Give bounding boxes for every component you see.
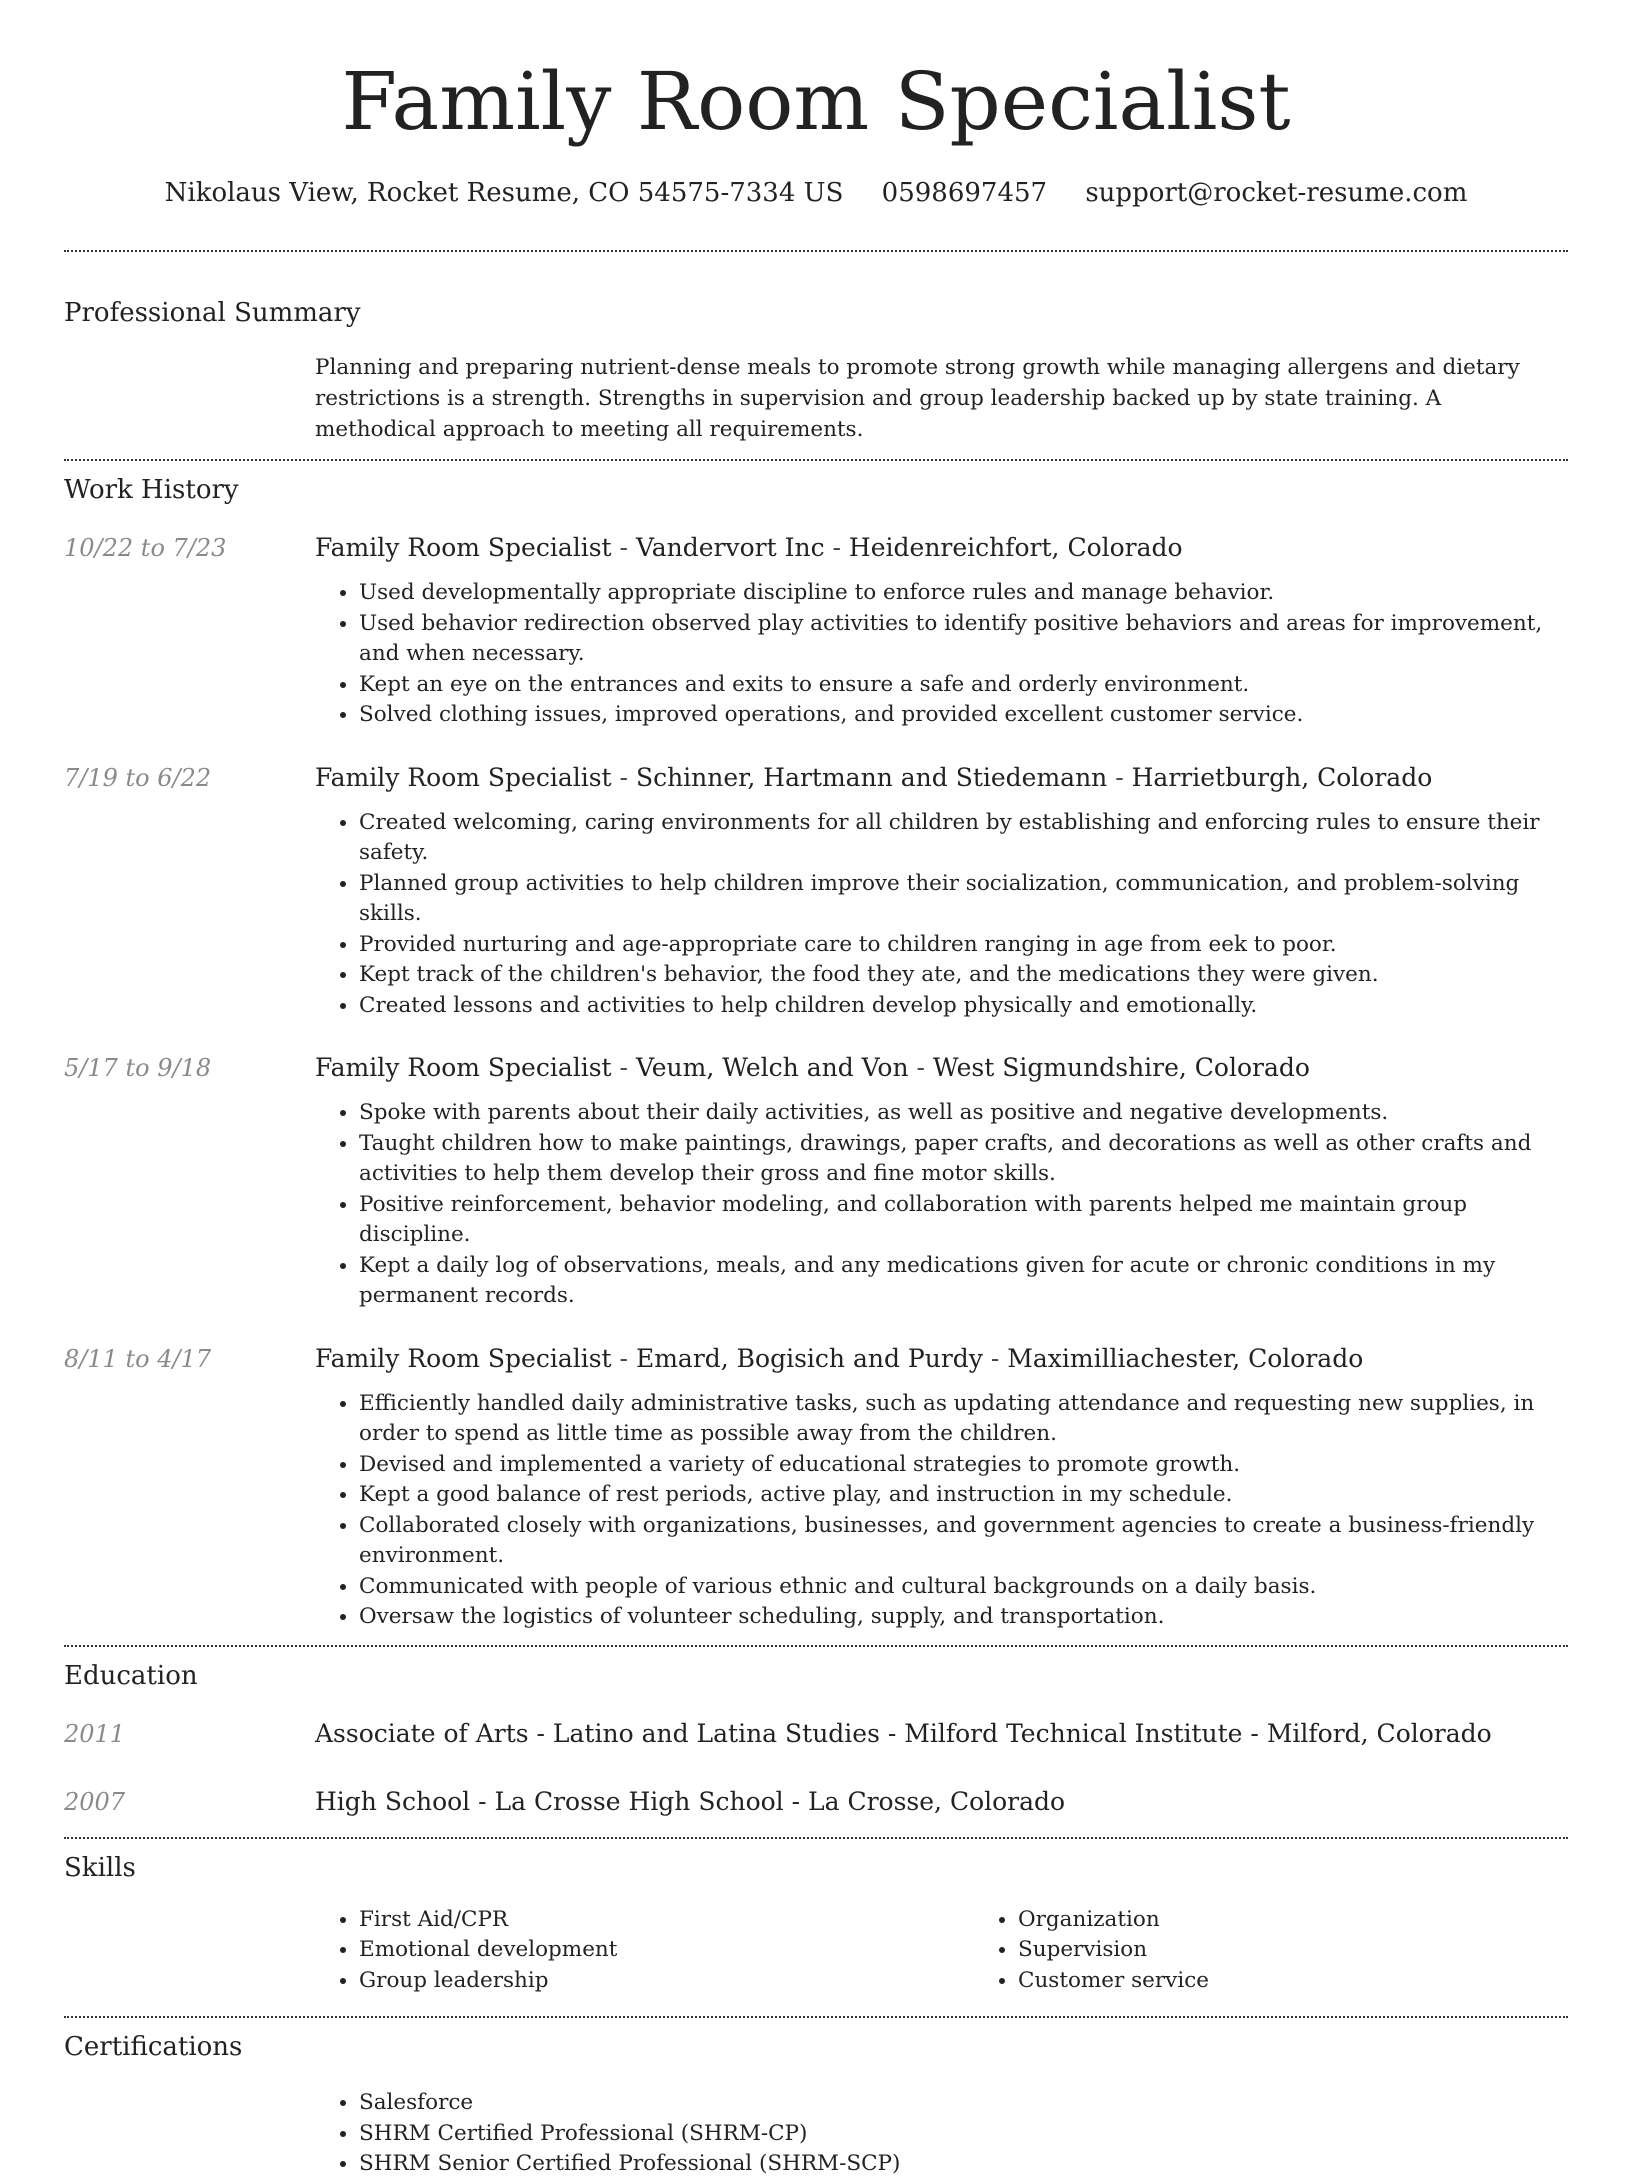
certifications-section	[64, 2030, 1568, 2180]
skill-item: • Group leadership	[359, 1966, 974, 1997]
job-dates: 10/22 to 7/23	[64, 534, 227, 562]
job-location: Harrietburgh, Colorado	[1131, 762, 1433, 792]
section-divider	[64, 2016, 1568, 2018]
skills-row	[64, 1905, 1568, 1997]
section-title-summary: Professional Summary	[64, 298, 361, 328]
section-title-certifications: Certifications	[64, 2032, 243, 2062]
certifications-spacer	[64, 2088, 315, 2180]
job-entry	[64, 1051, 1568, 1312]
job-bullets	[315, 1389, 1568, 1633]
job-company: Emard, Bogisich and Purdy	[635, 1343, 983, 1373]
contact-email[interactable]: support@rocket-resume.com	[1085, 178, 1468, 208]
job-title: Family Room Specialist	[315, 1053, 612, 1082]
job-heading: Family Room Specialist - Schinner, Hartmann and Stiedemann - Harrietburgh, Colorado	[315, 762, 1433, 792]
work-history-section	[64, 473, 1568, 1633]
job-entry	[64, 531, 1568, 731]
job-bullet: • Provided nurturing and age-appropriate care to children ranging in age from eek to poor.	[359, 930, 1568, 961]
job-bullet: • Kept a daily log of observations, meals, and any medications given for acute or chronic conditions in my permanent records.	[359, 1251, 1568, 1312]
summary-text: Planning and preparing nutrient-dense meals to promote strong growth while managing allergens and dietary restrictions is a strength. Strengths in supervision and group leadership backed up by state training. A methodical approach to meeting all requirements.	[315, 355, 1520, 442]
job-bullet: • Kept a good balance of rest periods, active play, and instruction in my schedule.	[359, 1480, 1568, 1511]
certification-item: • Salesforce	[359, 2088, 1568, 2119]
job-content	[315, 531, 1568, 731]
education-content	[315, 1785, 1568, 1819]
job-bullet: • Spoke with parents about their daily activities, as well as positive and negative developments.	[359, 1098, 1568, 1129]
job-title: Family Room Specialist	[315, 1343, 612, 1373]
job-bullet: • Oversaw the logistics of volunteer scheduling, supply, and transportation.	[359, 1602, 1568, 1633]
job-bullet: • Collaborated closely with organizations, businesses, and government agencies to create a business-friendly environment.	[359, 1511, 1568, 1572]
skills-list-left	[315, 1905, 974, 1997]
education-year: 2011	[64, 1719, 126, 1748]
education-entry	[64, 1717, 1568, 1751]
jobs-list	[64, 531, 1568, 1633]
certifications-content	[315, 2088, 1568, 2180]
section-title-work-history: Work History	[64, 475, 239, 505]
job-company: Vandervort Inc	[635, 533, 825, 562]
education-year: 2007	[64, 1787, 126, 1816]
section-divider	[64, 1645, 1568, 1647]
summary-section	[64, 296, 1568, 445]
job-bullet: • Kept an eye on the entrances and exits to ensure a safe and orderly environment.	[359, 670, 1568, 701]
job-title: Family Room Specialist	[315, 533, 612, 562]
job-content	[315, 1051, 1568, 1312]
certifications-list	[315, 2088, 1568, 2180]
section-title-skills: Skills	[64, 1852, 136, 1883]
skills-grid	[315, 1905, 1632, 1997]
job-bullet: • Solved clothing issues, improved operations, and provided excellent customer service.	[359, 700, 1568, 731]
job-bullet: • Positive reinforcement, behavior modeling, and collaboration with parents helped me maintain group discipline.	[359, 1190, 1568, 1251]
job-dates: 5/17 to 9/18	[64, 1054, 212, 1082]
job-bullet: • Taught children how to make paintings, drawings, paper crafts, and decorations as well as other crafts and activities to help them develop their gross and fine motor skills.	[359, 1129, 1568, 1190]
skill-item: • Supervision	[1018, 1935, 1632, 1966]
contact-address: Nikolaus View, Rocket Resume, CO 54575-7334 US	[164, 178, 844, 208]
job-entry	[64, 761, 1568, 1022]
contact-line	[64, 176, 1568, 210]
job-heading: Family Room Specialist - Vandervort Inc - Heidenreichfort, Colorado	[315, 533, 1183, 562]
job-entry	[64, 1342, 1568, 1633]
job-bullet: • Kept track of the children's behavior, the food they ate, and the medications they were given.	[359, 960, 1568, 991]
certification-item: • SHRM Senior Certified Professional (SHRM-SCP)	[359, 2149, 1568, 2180]
skills-section	[64, 1851, 1568, 1997]
page-title: Family Room Specialist	[341, 55, 1291, 148]
job-location: West Sigmundshire, Colorado	[932, 1053, 1310, 1082]
job-content	[315, 761, 1568, 1022]
skills-list-right	[974, 1905, 1632, 1997]
education-entry	[64, 1785, 1568, 1819]
job-bullet: • Created welcoming, caring environments for all children by establishing and enforcing rules to ensure their safety.	[359, 808, 1568, 869]
summary-spacer	[64, 352, 315, 445]
job-heading: Family Room Specialist - Emard, Bogisich and Purdy - Maximilliachester, Colorado	[315, 1343, 1364, 1373]
job-title: Family Room Specialist	[315, 762, 612, 792]
skill-item: • First Aid/CPR	[359, 1905, 974, 1936]
job-bullet: • Used behavior redirection observed play activities to identify positive behaviors and areas for improvement, and when necessary.	[359, 609, 1568, 670]
skill-item: • Organization	[1018, 1905, 1632, 1936]
section-divider	[64, 1837, 1568, 1839]
job-bullets	[315, 808, 1568, 1022]
job-bullet: • Efficiently handled daily administrative tasks, such as updating attendance and requesting new supplies, in order to spend as little time as possible away from the children.	[359, 1389, 1568, 1450]
certification-item: • SHRM Certified Professional (SHRM-CP)	[359, 2119, 1568, 2150]
job-bullets	[315, 578, 1568, 731]
education-heading: High School - La Crosse High School - La Crosse, Colorado	[315, 1786, 1066, 1816]
skill-item: • Emotional development	[359, 1935, 974, 1966]
job-dates: 7/19 to 6/22	[64, 763, 212, 792]
job-bullet: • Devised and implemented a variety of educational strategies to promote growth.	[359, 1450, 1568, 1481]
job-content	[315, 1342, 1568, 1633]
job-location: Heidenreichfort, Colorado	[848, 533, 1183, 562]
section-divider	[64, 250, 1568, 252]
job-bullet: • Planned group activities to help children improve their socialization, communication, and problem-solving skills.	[359, 869, 1568, 930]
job-company: Veum, Welch and Von	[635, 1053, 909, 1082]
contact-phone[interactable]: 0598697457	[881, 178, 1048, 208]
summary-row	[64, 352, 1568, 445]
job-heading: Family Room Specialist - Veum, Welch and Von - West Sigmundshire, Colorado	[315, 1053, 1310, 1082]
section-divider	[64, 459, 1568, 461]
skill-item: • Customer service	[1018, 1966, 1632, 1997]
education-heading: Associate of Arts - Latino and Latina Studies - Milford Technical Institute - Milford, Colorado	[315, 1718, 1492, 1748]
section-title-education: Education	[64, 1660, 198, 1691]
job-company: Schinner, Hartmann and Stiedemann	[635, 762, 1108, 792]
job-bullet: • Communicated with people of various ethnic and cultural backgrounds on a daily basis.	[359, 1572, 1568, 1603]
job-location: Maximilliachester, Colorado	[1007, 1343, 1364, 1373]
job-bullet: • Used developmentally appropriate discipline to enforce rules and manage behavior.	[359, 578, 1568, 609]
job-bullet: • Created lessons and activities to help children develop physically and emotionally.	[359, 991, 1568, 1022]
job-bullets	[315, 1098, 1568, 1312]
skills-spacer	[64, 1905, 315, 1997]
summary-content	[315, 352, 1568, 445]
education-section	[64, 1659, 1568, 1819]
job-dates: 8/11 to 4/17	[64, 1344, 212, 1373]
education-content	[315, 1717, 1568, 1751]
certifications-row	[64, 2088, 1568, 2180]
